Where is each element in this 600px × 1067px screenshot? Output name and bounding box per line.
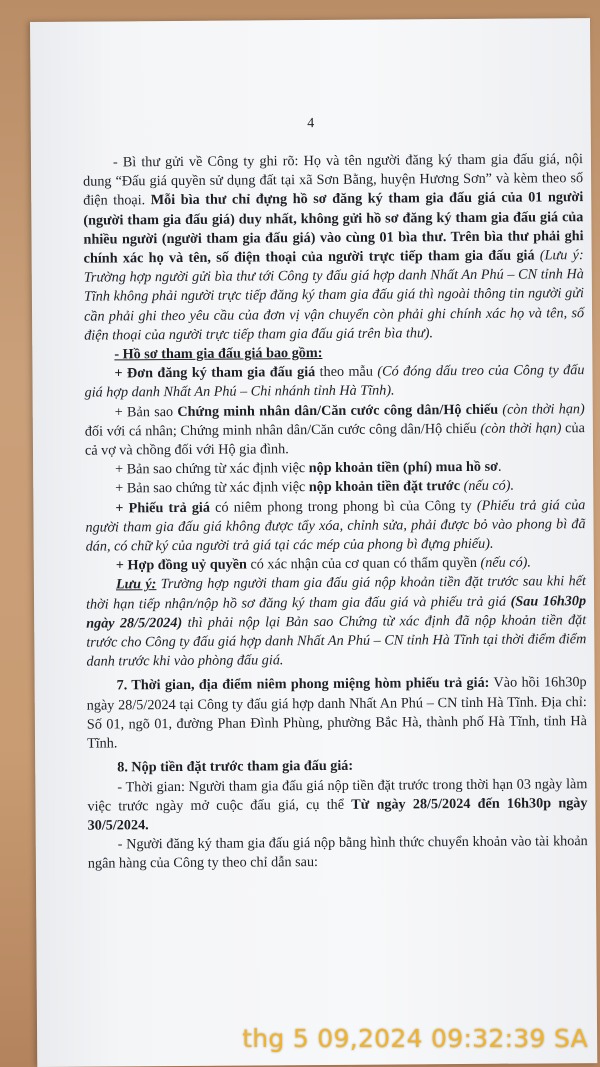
- list-item: + Đơn đăng ký tham gia đấu giá theo mẫu (Có đóng dấu treo của Công ty đấu giá hợp danh Nhất An Phú – Chi nhánh tỉnh Hà Tĩnh).: [84, 362, 585, 402]
- note-paragraph: Lưu ý: Trường hợp người tham gia đấu giá nộp khoản tiền đặt trước sau khi hết thời hạn tiếp nhận/nộp hồ sơ đăng ký tham gia đấu giá và phiếu trả giá (Sau 16h30p ngày 28/5/2024) thì phải nộp lại Bản sao Chứng từ xác định đã nộp khoản tiền đặt trước cho Công ty đấu giá hợp danh Nhất An Phú – CN tỉnh Hà Tĩnh tại thời điểm điểm danh trước khi vào phòng đấu giá.: [86, 573, 587, 670]
- camera-timestamp: thg 5 09,2024 09:32:39 SA: [242, 1024, 588, 1053]
- dossier-heading: - Hồ sơ tham gia đấu giá bao gồm:: [114, 344, 323, 363]
- list-item: + Bản sao chứng từ xác định việc nộp khoản tiền (phí) mua hồ sơ.: [115, 458, 502, 478]
- page-number: 4: [307, 116, 315, 132]
- envelope-paragraph: - Bì thư gửi về Công ty ghi rõ: Họ và tên người đăng ký tham gia đấu giá, nội dung “Đấu giá quyền sử dụng đất tại xã Sơn Bằng, huyện Hương Sơn” và kèm theo số điện thoại. Mỗi bìa thư chỉ đựng hồ sơ đăng ký tham gia đấu giá của 01 người (người tham gia đấu giá) duy nhất, không gửi hồ sơ đăng ký tham gia đấu giá của nhiều người (người tham gia đấu giá) vào cùng 01 bìa thư. Trên bìa thư phải ghi chính xác họ và tên, số điện thoại của người trực tiếp tham gia đấu giá (Lưu ý: Trường hợp người gửi bìa thư tới Công ty đấu giá hợp danh Nhất An Phú – CN tỉnh Hà Tĩnh không phải người trực tiếp đăng ký tham gia đấu giá thì ngoài thông tin người gửi cần phải ghi theo yêu cầu của đơn vị vận chuyển còn phải ghi chính xác họ và tên, số điện thoại của người trực tiếp tham gia đấu giá trên bìa thư).: [83, 151, 585, 344]
- list-item: + Bản sao Chứng minh nhân dân/Căn cước công dân/Hộ chiếu (còn thời hạn) đối với cá nhân; Chứng minh nhân dân/Căn cước công dân/Hộ chiếu (còn thời hạn) của cả vợ và chồng đối với Hộ gia đình.: [84, 400, 585, 459]
- section-8-bank: - Người đăng ký tham gia đấu giá nộp bằng hình thức chuyển khoản vào tài khoản ngân hàng của Công ty theo chỉ dẫn sau:: [87, 833, 588, 872]
- section-7: 7. Thời gian, địa điểm niêm phong miệng hòm phiếu trả giá: Vào hồi 16h30p ngày 28/5/2024 tại Công ty đấu giá hợp danh Nhất An Phú – CN tỉnh Hà Tĩnh. Địa chỉ: Số 01, ngõ 01, đường Phan Đình Phùng, phường Bắc Hà, thành phố Hà Tĩnh, tỉnh Hà Tĩnh.: [86, 674, 587, 752]
- document-page: [30, 18, 597, 1067]
- list-item: + Bản sao chứng từ xác định việc nộp khoản tiền đặt trước (nếu có).: [115, 478, 515, 497]
- list-item: + Phiếu trả giá có niêm phong trong phong bì của Công ty (Phiếu trả giá của người tham gia đấu giá không được tẩy xóa, chỉnh sửa, phải được bỏ vào phong bì đã dán, có chữ ký của người trả giá tại các mép của phong bì đựng phiếu).: [85, 496, 586, 555]
- list-item: + Hợp đồng uỷ quyền có xác nhận của cơ quan có thẩm quyền (nếu có).: [115, 554, 531, 574]
- section-8-time: - Thời gian: Người tham gia đấu giá nộp tiền đặt trước trong thời hạn 03 ngày làm việc trước ngày mở cuộc đấu giá, cụ thể Từ ngày 28/5/2024 đến 16h30p ngày 30/5/2024.: [87, 775, 588, 834]
- section-8-title: 8. Nộp tiền đặt trước tham gia đấu giá:: [117, 758, 354, 776]
- document-body: [83, 150, 588, 874]
